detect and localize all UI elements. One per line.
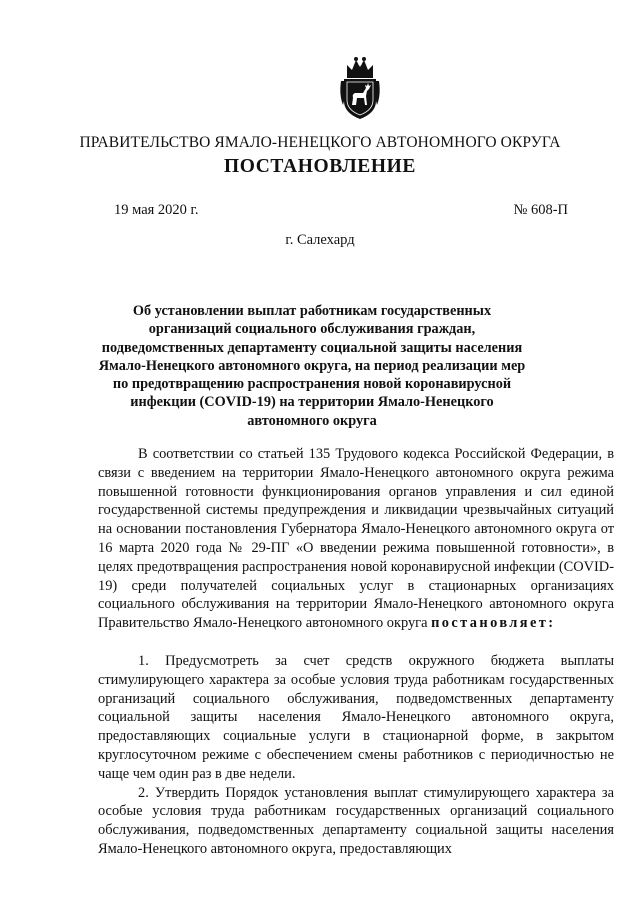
preamble-paragraph	[98, 445, 614, 633]
document-date: 19 мая 2020 г.	[114, 202, 199, 218]
government-name: ПРАВИТЕЛЬСТВО ЯМАЛО-НЕНЕЦКОГО АВТОНОМНОГО ОКРУГА	[79, 134, 561, 151]
item-1-paragraph: 1. Предусмотреть за счет средств окружного бюджета выплаты стимулирующего характера за особые условия труда работникам государственных организаций социального обслуживания, подведомственных департаменту социальной защиты населения Ямало-Ненецкого автономного округа, предоставляющих социальные услуги в стационарной форме, в закрытом круглосуточном режиме с обеспечением смены работников с периодичностью не чаще чем один раз в две недели.	[98, 652, 614, 782]
decree-word: постановляет:	[431, 615, 556, 632]
document-body	[98, 445, 614, 859]
document-type-title: ПОСТАНОВЛЕНИЕ	[223, 156, 417, 177]
document-number: № 608-П	[513, 202, 568, 218]
preamble-text: В соответствии со статьей 135 Трудового кодекса Российской Федерации, в связи с введением на территории Ямало-Ненецкого автономного округа режима повышенной готовности функционирования органов управления и сил единой государственной системы предупреждения и ликвидации чрезвычайных ситуаций на основании постановления Губернатора Ямало-Ненецкого автономного округа от 16 марта 2020 года № 29-ПГ «О введении режима повышенной готовности», в целях предотвращения распространения новой коронавирусной инфекции (COVID-19) среди получателей социальных услуг в стационарных организациях социального обслуживания на территории Ямало-Ненецкого автономного округа Правительство Ямало-Ненецкого автономного округа	[98, 446, 614, 632]
coat-of-arms-icon	[339, 55, 381, 121]
document-city: г. Салехард	[285, 232, 355, 248]
item-2-paragraph: 2. Утвердить Порядок установления выплат стимулирующего характера за особые условия труда работникам государственных организаций социального обслуживания, подведомственных департаменту социальной защиты населения Ямало-Ненецкого автономного округа, предоставляющих	[98, 784, 614, 857]
document-heading: Об установлении выплат работникам государственных организаций социального обслуживания граждан, подведомственных департаменту социальной защиты населения Ямало-Ненецкого автономного округа, на период реализации мер по предотвращению распространения новой коронавирусной инфекции (COVID-19) на территории Ямало-Ненецкого автономного округа	[98, 303, 526, 429]
